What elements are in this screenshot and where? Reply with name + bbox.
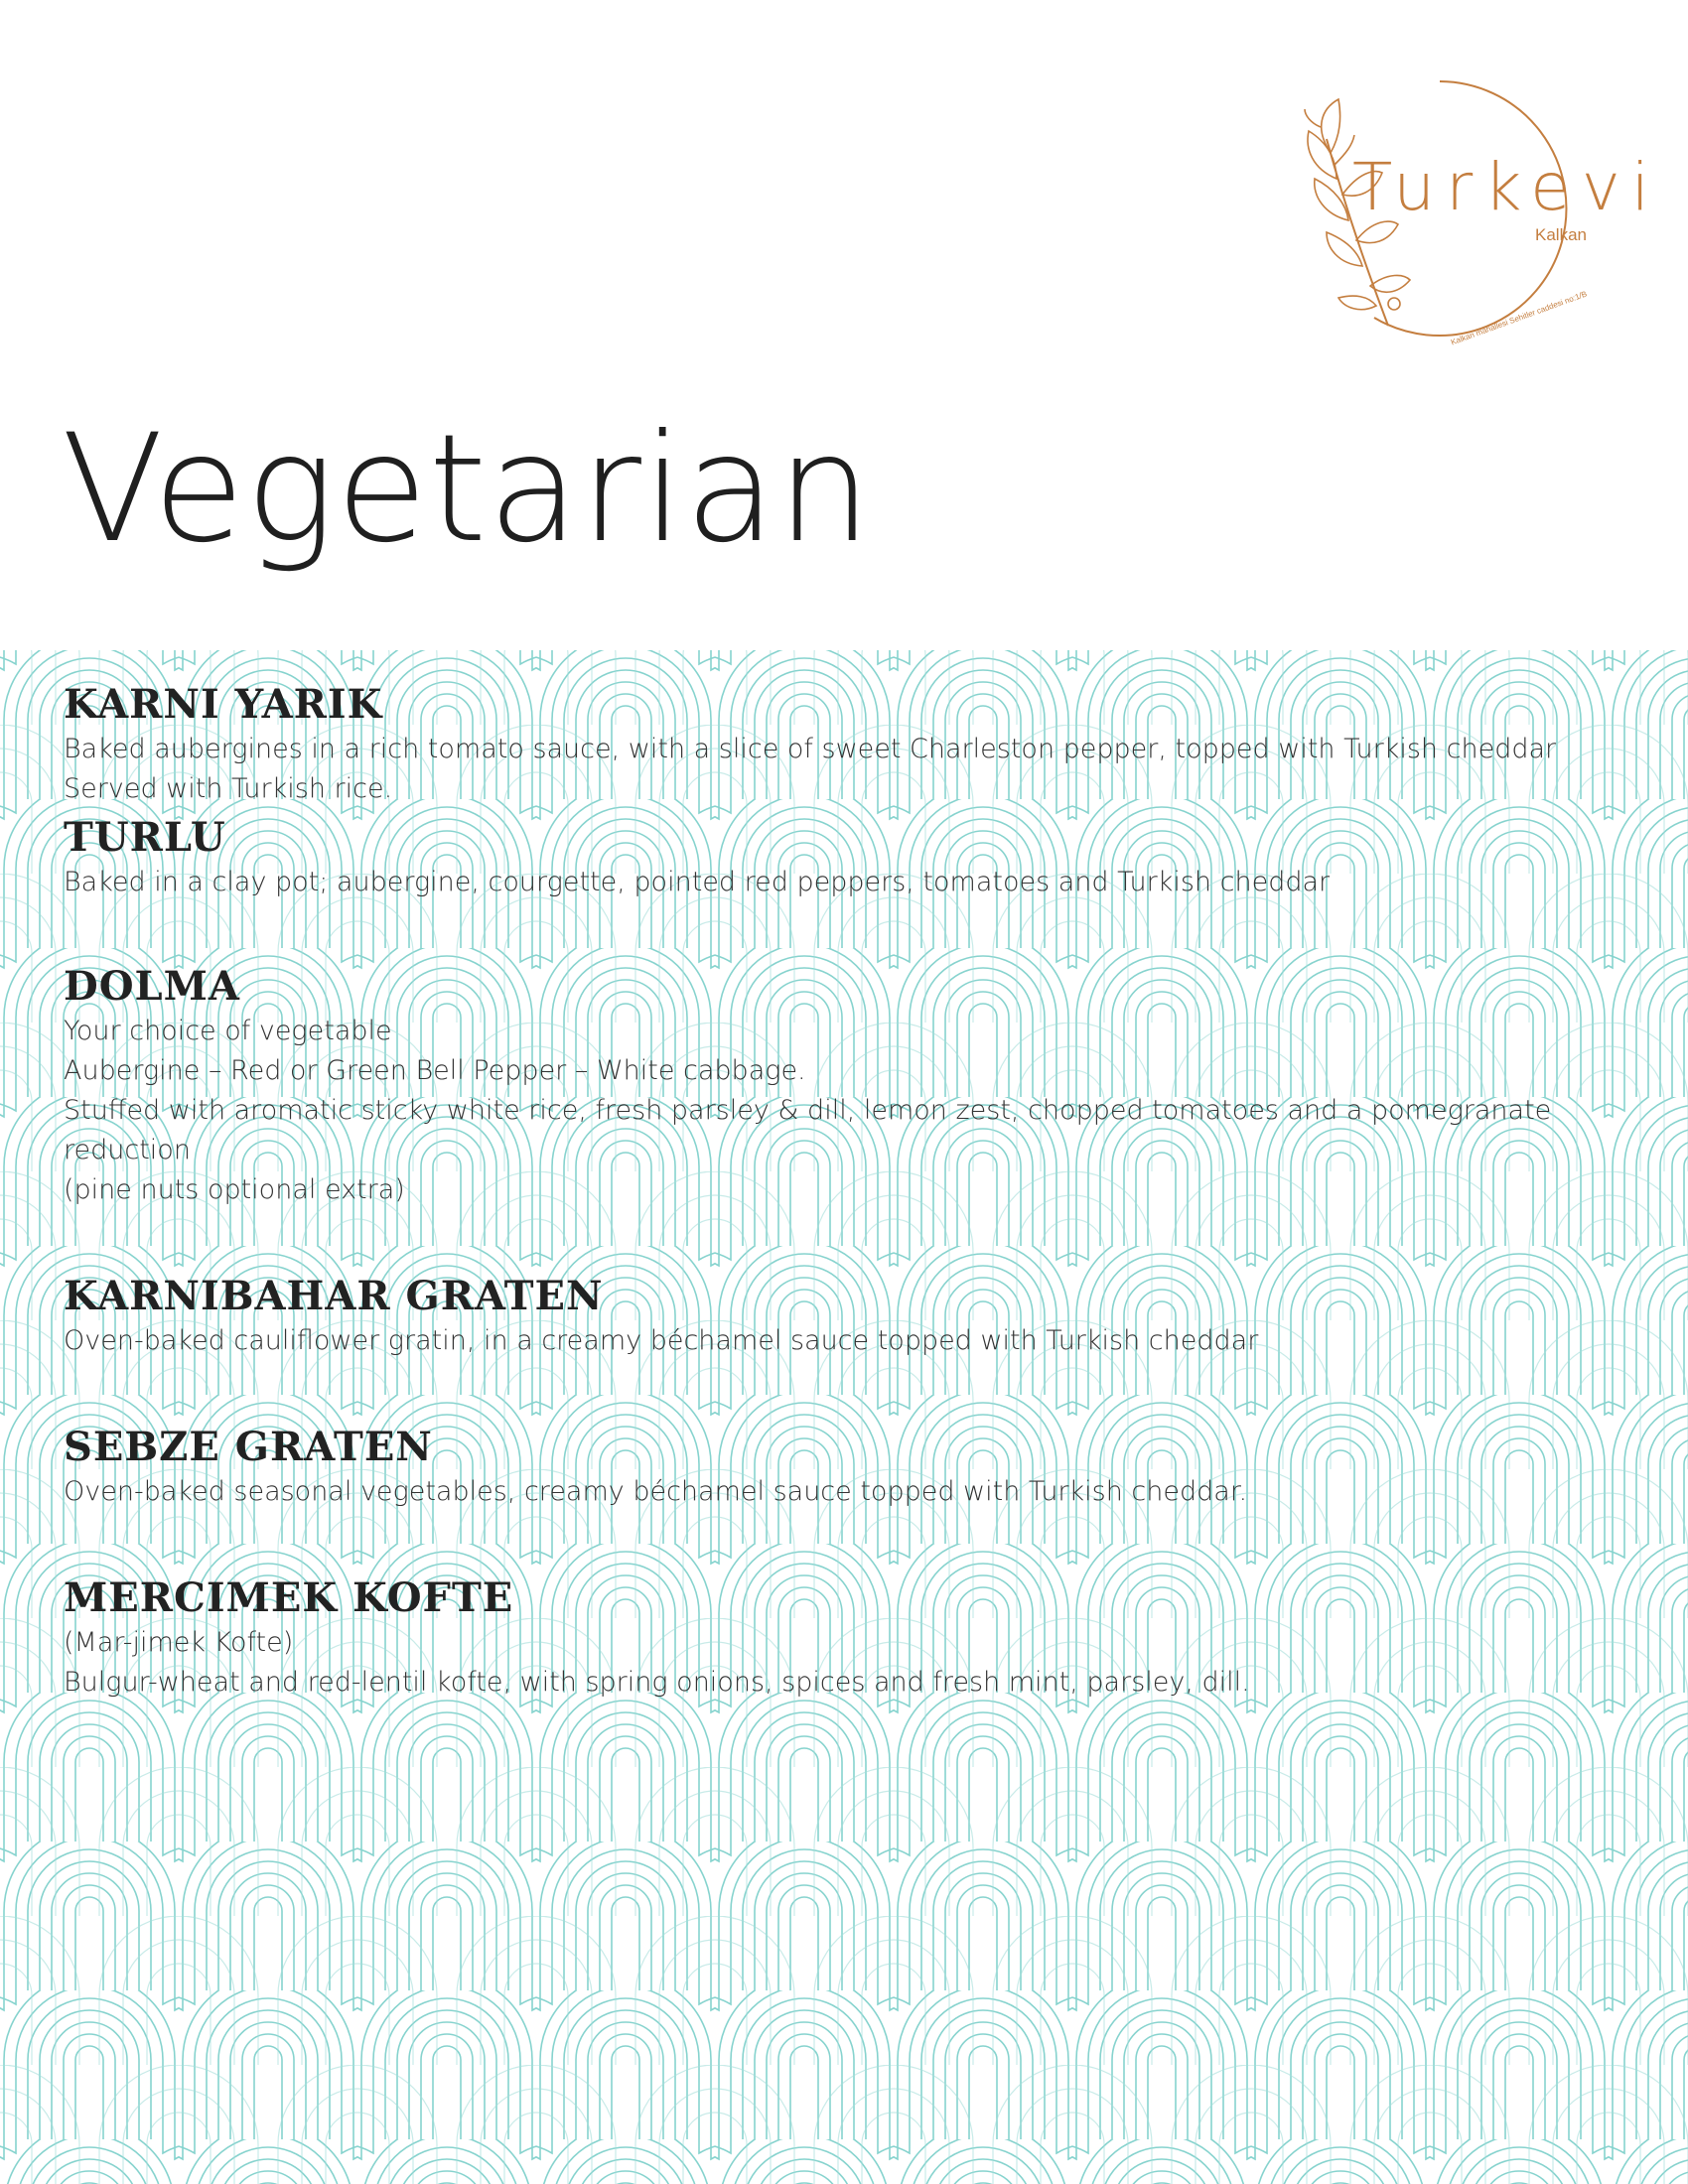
menu-list	[64, 680, 1613, 1703]
menu-item	[64, 1423, 1613, 1512]
restaurant-logo	[1291, 69, 1661, 367]
dish-description: Served with Turkish rice.	[64, 773, 393, 804]
page-title: Vegetarian	[62, 403, 873, 576]
logo-name: Turkevi	[1352, 149, 1661, 225]
dish-name: MERCIMEK KOFTE	[64, 1574, 514, 1621]
dish-name: SEBZE GRATEN	[64, 1424, 433, 1470]
dish-name: KARNIBAHAR GRATEN	[64, 1273, 604, 1319]
dish-description: Oven-baked cauliflower gratin, in a creamy béchamel sauce topped with Turkish cheddar	[64, 1325, 1259, 1356]
dish-description: reduction	[64, 1135, 191, 1165]
logo-address: Kalkan mahallesi Sehitler caddesi no:1/B	[1450, 289, 1589, 347]
dish-description: Your choice of vegetable	[64, 1016, 392, 1046]
menu-item	[64, 813, 1613, 902]
menu-item	[64, 962, 1613, 1210]
menu-item	[64, 1573, 1613, 1703]
dish-description: Baked in a clay pot; aubergine, courgette, pointed red peppers, tomatoes and Turkish cheddar	[64, 867, 1331, 897]
dish-description: Aubergine – Red or Green Bell Pepper – White cabbage.	[64, 1055, 806, 1086]
logo-subtitle: Kalkan	[1535, 225, 1587, 244]
menu-item	[64, 680, 1613, 809]
dish-description: (pine nuts optional extra)	[64, 1174, 405, 1205]
dish-description: (Mar-jimek Kofte)	[64, 1627, 294, 1658]
dish-description: Oven-baked seasonal vegetables, creamy béchamel sauce topped with Turkish cheddar.	[64, 1476, 1248, 1507]
dish-name: KARNI YARIK	[64, 681, 383, 728]
dish-description: Stuffed with aromatic sticky white rice, fresh parsley & dill, lemon zest, chopped tomatoes and a pomegranate	[64, 1095, 1552, 1126]
dish-name: DOLMA	[64, 963, 240, 1010]
menu-item	[64, 1272, 1613, 1361]
dish-description: Baked aubergines in a rich tomato sauce, with a slice of sweet Charleston pepper, topped with Turkish cheddar	[64, 734, 1557, 764]
dish-description: Bulgur-wheat and red-lentil kofte, with spring onions, spices and fresh mint, parsley, dill.	[64, 1667, 1250, 1698]
dish-name: TURLU	[64, 814, 226, 861]
